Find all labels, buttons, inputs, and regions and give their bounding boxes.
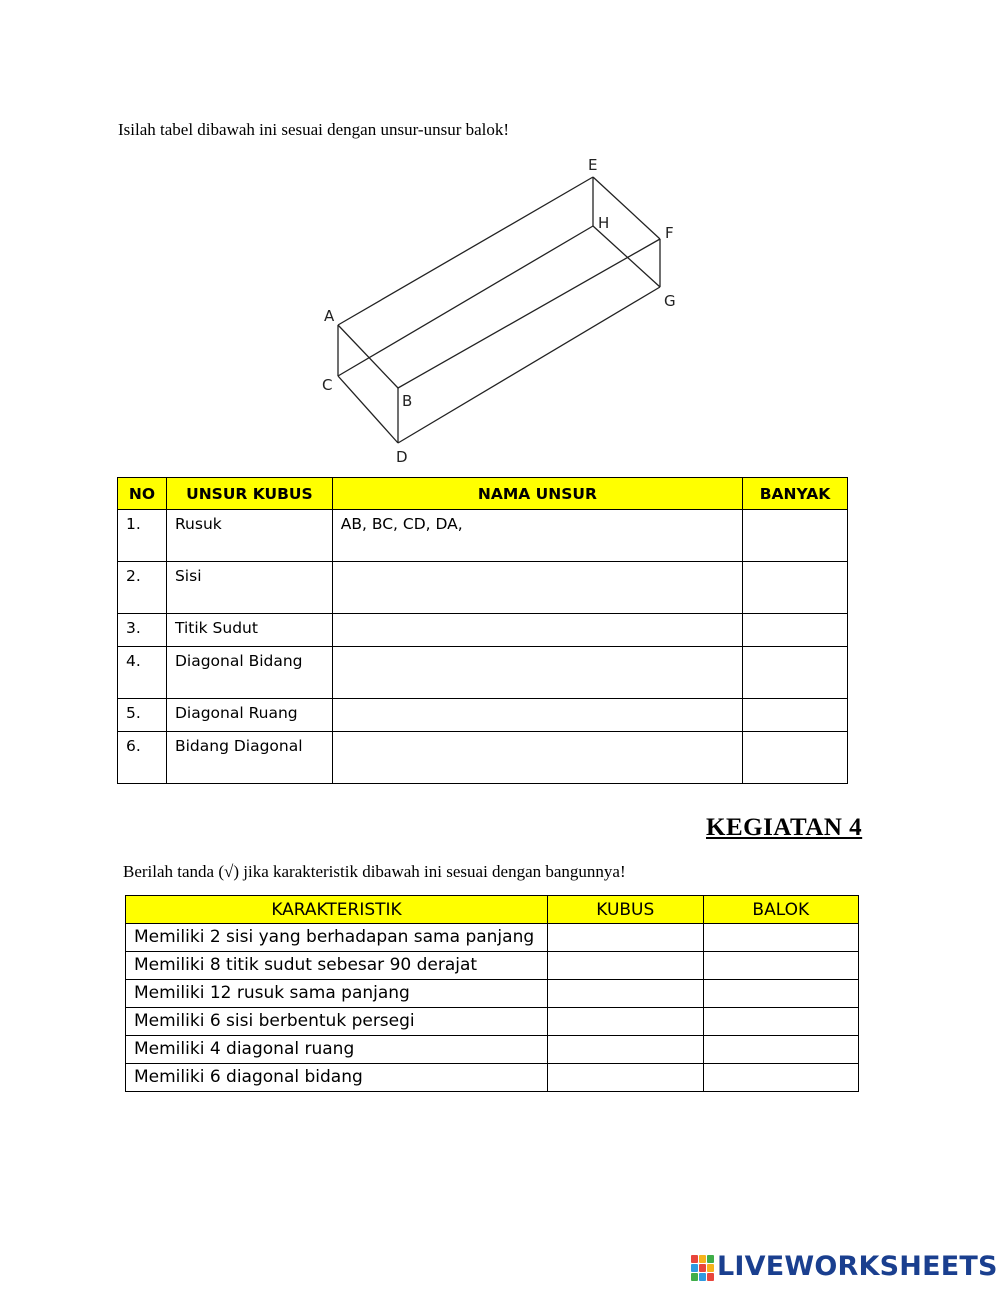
check-kubus[interactable] — [548, 1064, 703, 1092]
answer-nama-unsur[interactable] — [332, 647, 742, 699]
check-kubus[interactable] — [548, 1008, 703, 1036]
header-unsur: UNSUR KUBUS — [166, 478, 332, 510]
table-row — [118, 562, 848, 614]
instruction-text-1: Isilah tabel dibawah ini sesuai dengan unsur-unsur balok! — [118, 120, 510, 139]
row-unsur: Diagonal Bidang — [166, 647, 332, 699]
edge-DC — [338, 376, 398, 443]
karakteristik-text: Memiliki 6 diagonal bidang — [126, 1064, 548, 1092]
answer-banyak[interactable] — [743, 562, 848, 614]
check-kubus[interactable] — [548, 1036, 703, 1064]
label-C: C — [322, 376, 333, 394]
answer-banyak[interactable] — [743, 732, 848, 784]
liveworksheets-logo-icon — [691, 1253, 715, 1281]
table-row — [118, 732, 848, 784]
table-row — [118, 647, 848, 699]
edge-GH — [593, 226, 660, 287]
check-kubus[interactable] — [548, 952, 703, 980]
check-balok[interactable] — [703, 1064, 858, 1092]
edge-AE — [338, 177, 593, 325]
table-header-row — [126, 896, 859, 924]
table-row — [126, 980, 859, 1008]
row-unsur: Diagonal Ruang — [166, 699, 332, 732]
row-unsur: Rusuk — [166, 510, 332, 562]
instruction-text-2: Berilah tanda (√) jika karakteristik dibawah ini sesuai dengan bangunnya! — [123, 862, 626, 881]
label-A: A — [324, 307, 335, 325]
karakteristik-text: Memiliki 6 sisi berbentuk persegi — [126, 1008, 548, 1036]
brand-name: LIVEWORKSHEETS — [717, 1251, 998, 1282]
header-kubus: KUBUS — [548, 896, 703, 924]
check-balok[interactable] — [703, 980, 858, 1008]
row-unsur: Bidang Diagonal — [166, 732, 332, 784]
table-row — [118, 614, 848, 647]
table-row — [126, 952, 859, 980]
unsur-balok-table — [117, 477, 848, 784]
header-nama-unsur: NAMA UNSUR — [332, 478, 742, 510]
karakteristik-text: Memiliki 2 sisi yang berhadapan sama panjang — [126, 924, 548, 952]
section-title: KEGIATAN 4 — [706, 814, 863, 841]
header-karakteristik: KARAKTERISTIK — [126, 896, 548, 924]
answer-banyak[interactable] — [743, 510, 848, 562]
answer-banyak[interactable] — [743, 699, 848, 732]
check-balok[interactable] — [703, 1036, 858, 1064]
row-no: 2. — [118, 562, 167, 614]
karakteristik-table — [125, 895, 859, 1092]
label-E: E — [588, 156, 598, 174]
liveworksheets-logo — [691, 1251, 998, 1282]
table-row — [118, 699, 848, 732]
row-no: 5. — [118, 699, 167, 732]
answer-nama-unsur[interactable]: AB, BC, CD, DA, — [332, 510, 742, 562]
row-unsur: Titik Sudut — [166, 614, 332, 647]
table-row — [126, 1064, 859, 1092]
karakteristik-text: Memiliki 12 rusuk sama panjang — [126, 980, 548, 1008]
answer-nama-unsur[interactable] — [332, 614, 742, 647]
answer-nama-unsur[interactable] — [332, 699, 742, 732]
answer-banyak[interactable] — [743, 614, 848, 647]
label-G: G — [664, 292, 676, 310]
table-header-row — [118, 478, 848, 510]
edge-CH — [338, 226, 593, 376]
table-row — [126, 1008, 859, 1036]
check-balok[interactable] — [703, 1008, 858, 1036]
check-kubus[interactable] — [548, 980, 703, 1008]
row-unsur: Sisi — [166, 562, 332, 614]
label-H: H — [598, 214, 610, 232]
check-balok[interactable] — [703, 952, 858, 980]
header-balok: BALOK — [703, 896, 858, 924]
header-banyak: BANYAK — [743, 478, 848, 510]
row-no: 1. — [118, 510, 167, 562]
label-F: F — [665, 224, 674, 242]
header-no: NO — [118, 478, 167, 510]
karakteristik-text: Memiliki 8 titik sudut sebesar 90 derajat — [126, 952, 548, 980]
label-B: B — [402, 392, 413, 410]
karakteristik-text: Memiliki 4 diagonal ruang — [126, 1036, 548, 1064]
answer-banyak[interactable] — [743, 647, 848, 699]
row-no: 4. — [118, 647, 167, 699]
answer-nama-unsur[interactable] — [332, 732, 742, 784]
check-balok[interactable] — [703, 924, 858, 952]
table-row — [126, 1036, 859, 1064]
label-D: D — [396, 448, 408, 466]
cuboid-figure — [310, 150, 700, 470]
answer-nama-unsur[interactable] — [332, 562, 742, 614]
check-kubus[interactable] — [548, 924, 703, 952]
table-row — [126, 924, 859, 952]
row-no: 6. — [118, 732, 167, 784]
row-no: 3. — [118, 614, 167, 647]
table-row — [118, 510, 848, 562]
cuboid-diagram — [310, 150, 700, 470]
edge-AB — [338, 325, 398, 388]
